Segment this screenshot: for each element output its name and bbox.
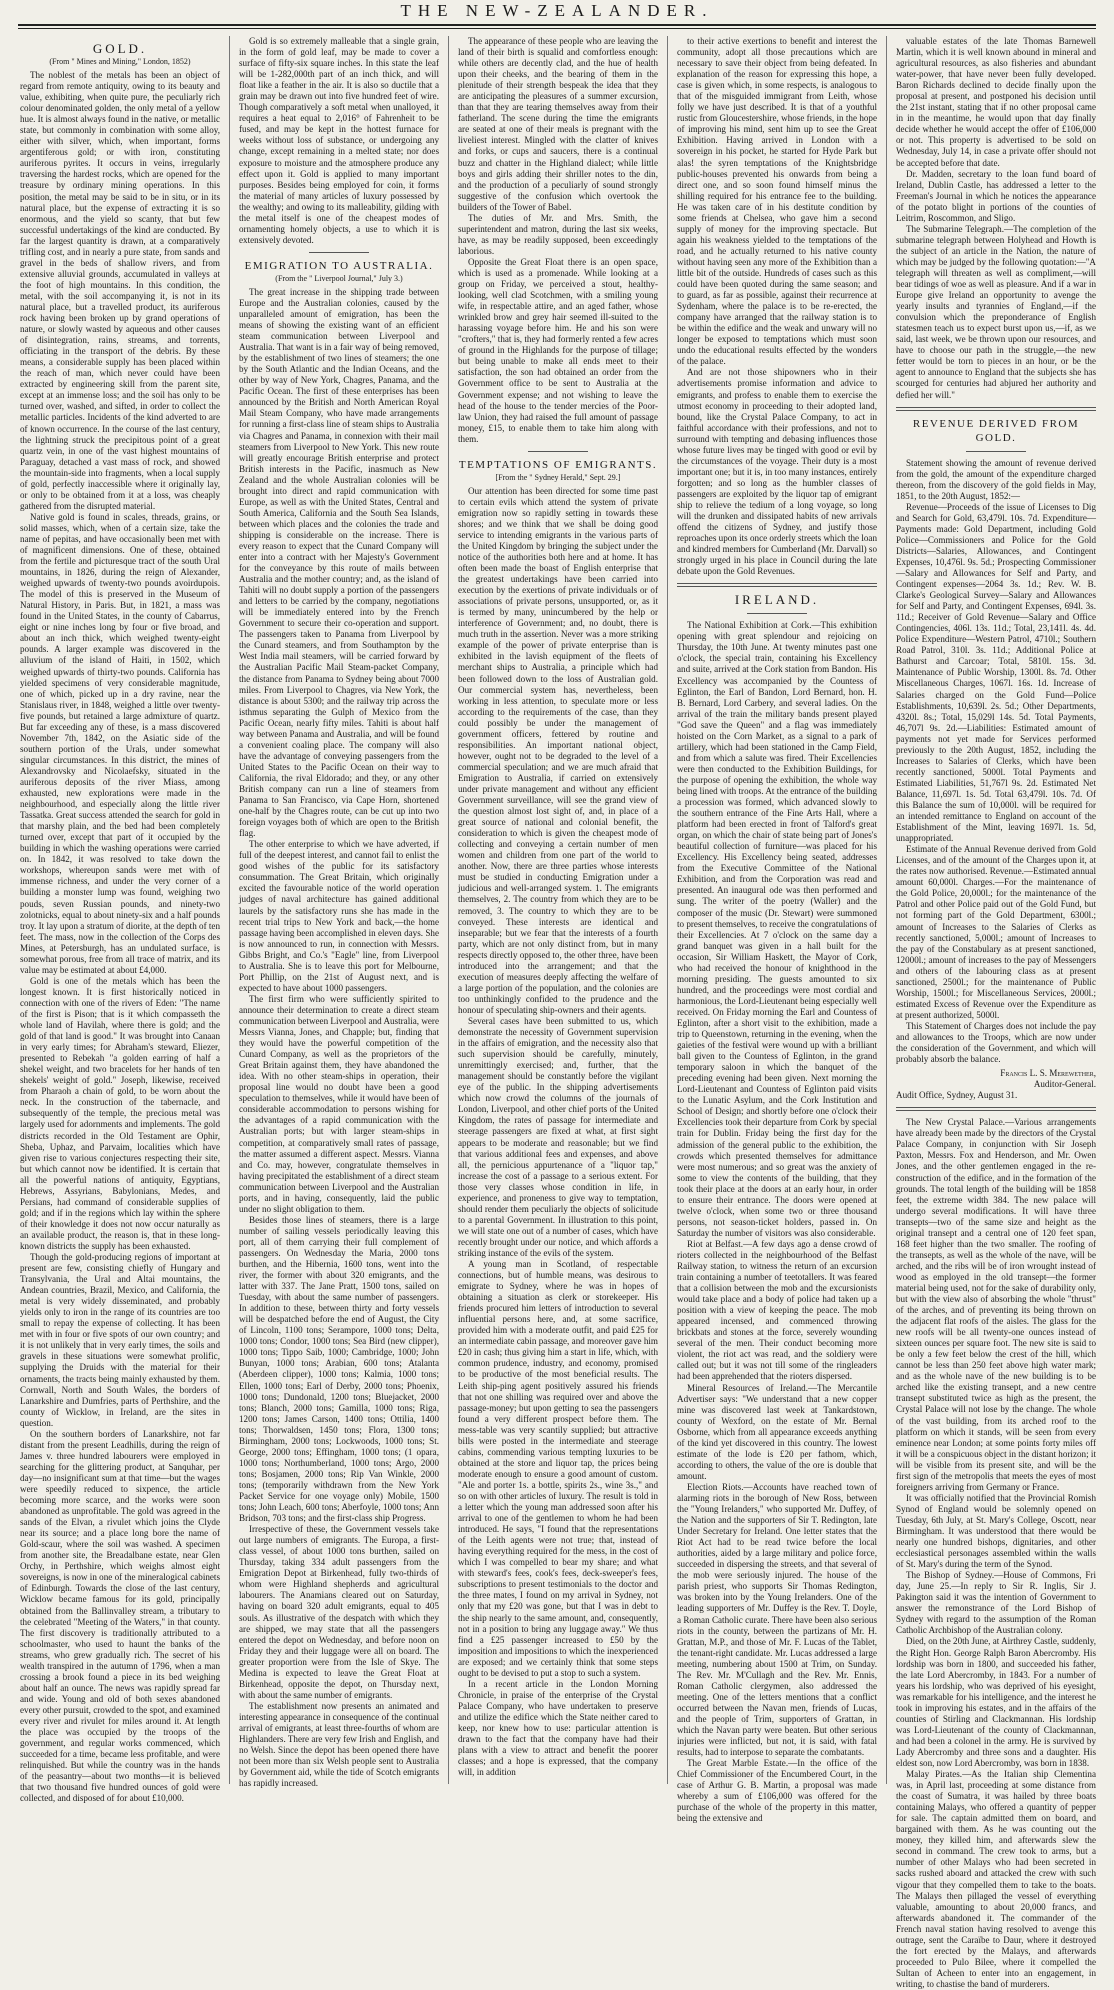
section-double-rule (896, 407, 1096, 411)
section-separator (528, 451, 588, 452)
article-heading-gold: GOLD. (92, 41, 148, 56)
paragraph: Mineral Resources of Ireland.—The Mercantile Advertiser says: "We understand that a new copper mine was discovered last week at Tankardstown, county of Wexford, on the estate of Mr. Bernal Osborne, which from all appearance exceeds anything of the kind yet discovered in this country. The lowest estimate of the lode is £20 per fathom, which, according to others, the value of the ore is double that amount. (677, 1382, 877, 1481)
paragraph: The establishment now presents an animated and interesting appearance in consequence of the continual arrival of emigrants, at least three-fourths of whom are Highlanders. There are very few Irish and English, and no Welsh. Since the depot has been opened there have not been more than six Welsh people sent to Australia by Government aid, while the tide of Scotch emigrants has rapidly increased. (239, 1700, 439, 1789)
column-5 (896, 36, 1096, 1989)
masthead-rule-thin (18, 28, 1096, 29)
paragraph: The first firm who were sufficiently spirited to announce their determination to create a direct steam communication between Liverpool and Australia, were Messrs Vianna, Jones, and Chapple; but, finding that they would have the powerful competition of the Cunard Company, as well as the proprietors of the Great Britain against them, they have abandoned the idea. With no other steam-ships in operation, their proposal line would no doubt have been a good speculation to themselves, while it would have been of considerable accommodation to persons wishing for the advantages of a rapid communication with the Australian ports; but with larger steam-ships in competition, at comparatively small rates of passage, the matter assumed a different aspect. Messrs. Vianna and Co. may, however, congratulate themselves in having precipitated the establishment of a direct steam communication between Liverpool and the Australian ports, and in having, consequently, laid the public under no slight obligation to them. (239, 993, 439, 1214)
column-3 (458, 36, 658, 1784)
paragraph: Statement showing the amount of revenue derived from the gold, the amount of the expenditure charged thereon, from the discovery of the gold fields in May, 1851, to the 20th August, 1852:— (896, 457, 1096, 501)
section-double-rule (896, 1107, 1096, 1111)
paragraph: valuable estates of the late Thomas Barnewell Martin, which it is well known abound in mineral and agricultural resources, as also fisheries and abundant water-power, that have never been fully developed. Baron Richards declined to decide finally upon the proposal at present, and postponed his decision until the 21st instant, stating that if no other proposal came in in the meantime, he would upon that day finally decide whether he would accept the offer of £106,000 or not. This property is advertised to be sold on Wednesday, July 14, in case a private offer should not be accepted before that date. (896, 36, 1096, 168)
paragraph: On the southern borders of Lanarkshire, not far distant from the present Leadhills, during the reign of James v. three hundred labourers were employed in searching for the glittering product, at Sanquhar, per day—no insignificant sum at that time—but the wages were speedily reduced to sixpence, the article becoming more scarce, and the works were soon abandoned as unprofitable. The gold was agreed in the sands of the Elvan, a rivulet which joins the Clyde near its source; and a place long bore the name of Gold-scaur, where the soil was washed. A specimen from another site, the Breadalbane estate, near Glen Orchy, in Perthshire, which weighs almost eight sovereigns, is now in one of the mineralogical cabinets of Edinburgh. Towards the close of the last century, Wicklow became famous for its gold, principally obtained from the Ballinvalley stream, a tributary to the celebrated "Meeting of the Waters," in that county. The first discovery is traditionally attributed to a schoolmaster, who used to haunt the banks of the streams, who grew gradually rich. The secret of his wealth transpired in the autumn of 1796, when a man crossing a brook found a piece in its bed weighing about half an ounce. The news was rapidly spread far and wide. Young and old of both sexes abandoned every other pursuit, crowded to the spot, and examined every river and rivulet for miles around it. At length the place was occupied by the troops of the government, and regular works commenced, which succeeded for a time, became less profitable, and were relinquished. But while the country was in the hands of the peasantry—about two months—it is believed that two thousand five hundred ounces of gold were collected, and disposed of for about £10,000. (20, 1428, 221, 1804)
column-1 (20, 36, 221, 1804)
paragraph: Dr. Madden, secretary to the loan fund board of Ireland, Dublin Castle, has addressed a letter to the Freeman's Journal in which he notices the appearance of the potato blight in portions of the counties of Leitrim, Roscommon, and Sligo. (896, 168, 1096, 223)
paragraph: The other enterprise to which we have adverted, if full of the deepest interest, and cannot fail to enlist the good wishes of the public for its satisfactory consummation. The Great Britain, which originally excited the favourable notice of the world operation judges of naval architecture has gained additional laurels by the satisfactory runs she has made in the recent trial trips to New York and back,—the home passage having been accomplished in eleven days. She is now announced to run, in connection with Messrs. Gibbs Bright, and Co.'s "Eagle" line, from Liverpool to Australia. She is to leave this port for Melbourne, Port Phillip, on the 21st of August next, and is expected to have about 1000 passengers. (239, 839, 439, 993)
paragraph: Opposite the Great Float there is an open space, which is used as a promenade. While looking at a group on Friday, we perceived a stout, healthy-looking, well clad Scotchmen, with a smiling young wife, in respectable attire, and an aged father, whose wrinkled brow and grey hair seemed ill-suited to the harassing voyage before him. He and his son were "crofters," that is, they had formerly rented a few acres of ground in the Highlands for the purpose of tillage; but being unable to make all ends meet to their satisfaction, the son had obtained an order from the Government office to be sent to Australia at the Government expense; and not wishing to leave the head of the house to the tender mercies of the Poor-law Union, they had raised the full amount of passage money, £15, to enable them to take him along with them. (458, 256, 658, 444)
paragraph: Though the gold-producing regions of important at present are few, consisting chiefly of Hungary and Transylvania, the Ural and Altai mountains, the Andean countries, Brazil, Mexico, and California, the metal is very widely disseminated, and probably yields only to iron in the range of its countries are too small to repay the expense of collecting. It has been met with in four or five spots of our own country; and it is not unlikely that in very early times, the soils and gravels in these situations were somewhat prolific, supplying the Druids with the material for their ornaments, the tracts being mainly exhausted by them. Cornwall, North and South Wales, the borders of Lanarkshire and Dumfries, parts of Perthshire, and the county of Wicklow, in Ireland, are the sites in question. (20, 1252, 220, 1428)
section-double-rule (677, 583, 877, 587)
column-rule (229, 36, 230, 1784)
paragraph: It was officially notified that the Provincial Romish Synod of England would be solemnly opened on Tuesday, 6th July, at St. Mary's College, Oscott, near Birmingham. It was understood that there would be nearly one hundred bishops, dignitaries, and other ecclesiastical personages assembled within the walls of St. Mary's during the term of the Synod. (896, 1492, 1096, 1570)
article-heading-revenue: REVENUE DERIVED FROM GOLD. (912, 417, 1080, 444)
signature: Francis L. S. Merewether, (1000, 1068, 1096, 1079)
paragraph: Estimate of the Annual Revenue derived from Gold Licenses, and of the amount of the Charges upon it, at the rates now authorised. Revenue.—Estimated annual amount 60,000l. Charges.—For the maintenance of the Gold Police, 20,000l.; for the maintenance of the Patrol and other Police paid out of the Gold Fund, but not forming part of the Gold Department, 6300l.; amount of Increases to the Salaries of Clerks as recently sanctioned, 5,000l.; amount of Increases to the pay of the Constabulary as at present sanctioned, 12000l.; amount of increases to the pay of Messengers and others of the labouring class as at present sanctioned, 2500l.; for the maintenance of Public Worship, 1500l.; for Miscellaneous Services, 2000l.; estimated Excess of Revenue over the Expenditure as at present authorized, 5000l. (896, 844, 1096, 1020)
paragraph: Riot at Belfast.—A few days ago a dense crowd of rioters collected in the neighbourhood of the Belfast Railway station, to witness the return of an excursion train containing a number of teetotallers. It was feared that a collision between the mob and the excursionists would take place and a body of police had taken up a position with a view of keeping the peace. The mob appeared incensed, and commenced throwing brickbats and stones at the force, severely wounding several of the men. Their conduct becoming more violent, the riot act was read, and the soldiery were called out; but it was not till some of the ringleaders had been apprehended that the rioters dispersed. (677, 1238, 877, 1382)
column-rule (448, 36, 449, 1784)
article-source: (From " Mines and Mining," London, 1852) (49, 57, 191, 66)
columns (20, 36, 1096, 1989)
column-2 (239, 36, 439, 1789)
masthead: THE NEW-ZEALANDER. (400, 1, 714, 20)
paragraph: Election Riots.—Accounts have reached town of alarming riots in the borough of New Ross, between the "Young Irelanders," who supported Mr. Duffey, of the Nation and the supporters of Sir T. Redington, late Under Secretary for Ireland. One letter states that the Riot Act had to be read twice before the local authorities, aided by a large military and police force, succeeded in dispersing the streets, and that several of the mob were seriously injured. The house of the parish priest, who supports Sir Thomas Redington, was broken into by the Young Irelanders. One of the leading supporters of Mr. Duffey is the Rev. T. Doyle, a Roman Catholic curate. There have been also serious riots in the county, between the partizans of Mr. H. Grattan, M.P., and those of Mr. F. Lucas of the Tablet, the tenant-right candidate. Mr. Lucas addressed a large meeting, numbering about 1500 at Trim, on Sunday. The Rev. Mr. M'Cullagh and the Rev. Mr. Ennis, Roman Catholic clergymen, also addressed the meeting. One of the letters mentions that a conflict occurred between the Navan men, friends of Lucas, and the people of Trim, supporters of Grattan, in which the Navan party were beaten. But other serious injuries were inflicted, but not, it is said, with fatal results, had to interpose to separate the combatants. (677, 1481, 877, 1758)
paragraph: to their active exertions to benefit and interest the community, adopt all those precautions which are necessary to save their object from being defeated. In explanation of the reason for expressing this hope, a case is given which, in some respects, is analogous to that of the misguided immigrant from Leith, whose folly we have just described. It is that of a youthful rustic from Gloucestershire, whose friends, in the hope of improving his mind, sent him up to see the Great Exhibition. Having arrived in London with a sovereign in his pocket, he started for Hyde Park but alas! the syren temptations of the Knightsbridge public-houses prevented his onwards from being a direct one, and so soon found himself minus the shilling required for his entrance fee to the building. He was taken care of in his destitute condition by some friends at Chelsea, who gave him a second supply of money for the improving spectacle. But again his weakness yielded to the temptations of the road, and he actually returned to his native county without having seen any more of the Exhibition than a little bit of the outside. Hundreds of cases such as this could have been quoted during the same season; and to guard, as far as possible, against their recurrence at Sydenham, where the palace is to be re-erected, the company have arranged that the railway station is to be within the edifice and the weak and unwary will no longer be exposed to temptations which must soon undo the educational results effected by the wonders of the palace. (677, 36, 877, 367)
paragraph: A young man in Scotland, of respectable connections, but of humble means, was desirous to emigrate to Sydney, where he was in hopes of obtaining a situation as clerk or storekeeper. His friends procured him letters of introduction to several influential persons here, and, at some sacrifice, provided him with a moderate outfit, and paid £25 for an intermediate cabin passage, and moreover gave him £20 in cash; thus giving him a start in life, which, with common prudence, industry, and economy, promised to be productive of the most beneficial results. The Leith ship-ping agent positively assured his friends that not one shilling was required over and above the passage-money; but upon getting to sea the passengers found a very different prospect before them. The mess-table was very scantily supplied; but attractive bills were posted in the intermediate and steerage cabins, commending various tempting luxuries to be obtained at the store and liquor tap, the prices being moderate enough to ensure a good amount of custom. "Ale and porter 1s. a bottle, spirits 2s., wine 3s.," and so on with other articles of luxury. The result is told in a letter which the young man addressed soon after his arrival to one of the gentlemen to whom he had been introduced. He says, "I found that the representations of the Leith agents were not true; that, instead of having everything required for the mess, in the cost of which I was compelled to bear my share; and what with steward's fees, cook's fees, deck-sweeper's fees, subscriptions to present testimonials to the doctor and the three mates, I found on my arrival in Sydney, not only that my £20 was gone, but that I was in debt to the ship nearly to the same amount, and, consequently, not in a position to bring any luggage away." We thus find a £25 passenger increased to £50 by the imposition and impositions to which the inexperienced are exposed; and we certainly think that some steps ought to be devised to put a stop to such a system. (458, 1259, 658, 1678)
article-heading-ireland: IRELAND. (734, 592, 820, 608)
paragraph: The noblest of the metals has been an object of regard from remote antiquity, owing to its beauty and value, exhibiting, when quite pure, the peculiarly rich colour denominated golden, the only metal of a yellow hue. It is almost always found in the native, or metallic state, but commonly in combination with some alloy, either with silver, which, when important, forms argentiferous gold; or with iron, constituting auriferous pyrites. It occurs in veins, irregularly traversing the hardest rocks, which are opened for the treasure by ordinary mining operations. In this position, the metal may be said to be in situ, or in its natural place, but the expense of extracting it is so enormous, and the yield so scanty, that but few successful undertakings of the kind are conducted. By far the largest quantity is drawn, at a comparatively trifling cost, and in nearly a pure state, from sands and gravel in the beds of shallow rivers, and from extensive alluvial grounds, accumulated in valleys at the foot of high mountains. In this condition, the metal, with the soil accompanying it, is not in its natural place, but a travelled product, its auriferous rock having been broken up by grand operations of nature, or slowly wasted by aqueous and other causes of disintegration, rains, streams, and torrents, officiating in the transport of the debris. By these means, a considerable supply has been placed within the reach of man, which never could have been extracted by engineering skill from the parent site, except at an immense loss; and the soil has only to be turned over, washed, and sifted, in order to collect the metallic particles. Incidents of the kind adverted to are of known occurrence. In the course of the last century, the lightning struck the precipitous point of a great quartz vein, in one of the vast highest mountains of Paraguay, detached a vast mass of rock, and showed the mountain-side into fragments, when a local supply of gold, perfectly inaccessible where it originally lay, or only to be obtained from it at a loss, was cheaply gathered from the disrupted material. (20, 70, 221, 511)
paragraph: Several cases have been submitted to us, which demonstrate the necessity of Government supervision in the affairs of emigration, and the necessity also that such supervision should be carefully, minutely, unremittingly exercised; and, further, that the management should be constantly before the vigilant eye of the public. In the shipping advertisements which now crowd the columns of the journals of London, Liverpool, and other chief ports of the United Kingdom, the rates of passage for intermediate and steerage passengers are fixed at what, at first sight appears to be moderate and reasonable; but we find that various additional fees and expenses, and above all, the pernicious appurtenance of a "liquor tap," increase the cost of a passage to a serious extent. For those very classes whose condition in life, in experience, and proneness to give way to temptation, should render them peculiarly the objects of solicitude to a parental Government. In illustration to this point, we will state one out of a number of cases, which have recently brought under our notice, and which affords a striking instance of the evils of the system. (458, 1015, 658, 1258)
paragraph: And are not those shipowners who in their advertisements promise information and advice to emigrants, and profess to enable them to exercise the utmost economy in proceeding to their adopted land, bound, like the Crystal Palace Company, to act in faithful accordance with their professions, and not to surround with tempting and debasing influences those whose future lives may be tinged with good or evil by the circumstances of the voyage. Their duty is a most important one; but it is, in too many instances, entirely forgotten; and so long as the humbler classes of passengers are exploited by the liquor tap of emigrant ship to relieve the tedium of a long voyage, so long will the drunken and dissipated habits of new arrivals offend the citizens of Sydney, and justify those reproaches upon its once orderly streets which the loan and kindred members for Cumberland (Mr. Darvall) so strongly urged in his place in Council during the late debate upon the Gold Revenues. (677, 367, 878, 577)
paragraph: Revenue—Proceeds of the issue of Licenses to Dig and Search for Gold, 63,479l. 10s. 7d. Expenditure—Payments made: Gold Department, including Gold Police—Commissioners and Police for the Gold Districts—Salaries, Allowances, and Contingent Expenses, 10,476l. 9s. 5d.; Prospecting Commissioner—Salary and Allowances for Self and Party, and Contingent expenses—2064 3s. 1d.; Rev. W. B. Clarke's Geological Survey—Salary and Allowances for Self and Party, and Contingent Expenses, 694l. 3s. 11d.; Receiver of Gold Revenue—Salary and Office Contingencies, 406l. 13s. 11d.; Total, 23,141l. 4s. 4d. Police Expenditure—Western Patrol, 4710l.; Southern Road Patrol, 310l. 3s. 11d.; Additional Police at Bathurst and Carcoar; Total, 5810l. 15s. 3d. Maintenance of Public Worship, 1300l. 8s. 7d. Other Miscellaneous Charges, 1067l. 16s. 1d. Increase of Salaries charged on the Gold Fund—Police Establishments, 10,639l. 2s. 5d.; Other Departments, 4320l. 8s.; Total, 15,029l 14s. 5d. Total Payments, 46,707l 9s. 2d.—Liabilities: Estimated amount of payments not yet made for Services performed previously to the 20th August, 1852, including the Increases to Salaries of Clerks, which have been recently sanctioned, 5000l. Total Payments and Estimated Liabilities, 51,767l 9s. 2d. Estimated Net Balance, 11,697l. 1s. 5d. Total 63,479l. 10s. 7d. Of this Balance the sum of 10,000l. will be required for an intended remittance to England on account of the Establishment of the Mint, leaving 1697l. 1s. 5d, unappropriated. (896, 501, 1096, 844)
paragraph: Our attention has been directed for some time past to certain evils which attend the system of private emigration now so rapidly setting in towards these shores; and we think that we shall be doing good service to intending emigrants in the various parts of the United Kingdom by bringing the subject under the notice of the authorities both here and at home. It has often been made the boast of English enterprise that the greatest undertakings have been carried into execution by the exertions of private individuals or of associations of private persons, unsupported, or, as it is termed by many, unincumbered by the help or interference of Government; and, no doubt, there is much truth in the assertion. Never was a more striking example of the power of private enterprise than is exhibited in the lavish equipment of the fleets of merchant ships to Australia, a principle which had been followed down to the loss of Australian gold. Our commercial system has, nevertheless, been working in less attention, to speculate more or less according to the requirements of the case, than they could possibly be under the management of government officers, fettered by routine and responsibilities. An important national object, however, ought not to be degraded to the level of a commercial speculation; and we are much afraid that Emigration to Australia, if carried on extensively under private management and without any efficient Government surveillance, will see the grand view of the question almost lost sight of, and, in place of a great source of national and colonial benefit, the consideration to which is given the cheapest mode of collecting and conveying a certain number of men women and children from one part of the world to another. Now, there are three parties whose interests must be studied in conducting Emigration under a judicious and well-arranged system. 1. The emigrants themselves, 2. The country from which they are to be removed, 3. The country to which they are to be conveyed. These interests are identical and inseparable; but we fear that the interests of a fourth party, which are not only distinct from, but in many respects directly opposed to, the other three, have been introduced into the arrangement; and that the execution of measures deeply affecting the welfare of a large portion of the population, and the colonies are too unthinkingly confided to the prudence and the honour of speculating ship-owners and their agents. (458, 485, 658, 1015)
paragraph: Besides those lines of steamers, there is a large number of sailing vessels periodically leaving this port, all of them carrying their full complement of passengers. On Wednesday the Maria, 2000 tons burthen, and the Hibernia, 1600 tons, went into the river, the former with about 320 emigrants, and the latter with 337. The Jane Pratt, 1500 tons, sailed on Tuesday, with about the same number of passengers. In addition to these, between thirty and forty vessels will be despatched before the end of August, the City of Lincoln, 1100 tons; Serampore, 1000 tons; Delta, 1000 tons; Condor, 1000 tons; Sea Bird (new clipper), 1000 tons; Tippo Saib, 1000; Cambridge, 1000; John Bunyan, 1000 tons; Arabian, 600 tons; Atalanta (Aberdeen clipper), 1000 tons; Kalmia, 1000 tons; Ellen, 1000 tons; Earl of Derby, 2000 tons; Phoenix, 1000 tons; Dundonald, 1200 tons; Bluejacket, 2000 tons; Blanch, 2000 tons; Gamilla, 1000 tons; Riga, 1200 tons; James Carson, 1400 tons; Ottilia, 1400 tons; Thorwaldsen, 1450 tons; Flora, 1300 tons; Birmingham, 2000 tons; Lockwoods, 1000 tons; St. George, 2000 tons; Effingham, 1000 tons; (1 opara, 1000 tons; Northumberland, 1000 tons; Argo, 2000 tons; Bosjamen, 2000 tons; Rip Van Winkle, 2000 tons; (temporarily withdrawn from the New York Packet Service for one voyage only) Mobile, 1500 tons; John Leach, 600 tons; Aberfoyle, 1000 tons; Ann Bridson, 703 tons; and the first-class ship Progress. (239, 1214, 439, 1524)
paragraph: Malay Pirates.—As the Italian ship Clementina was, in April last, proceeding at some distance from the coast of Sumatra, it was hailed by three boats containing Malays, who offered a quantity of pepper for sale. The captain admitted them on board, and bargained with them. As he was counting out the money, they killed him, and afterwards slew the second in command. The crew took to arms, but a number of other Malays who had been secreted in sacks rushed aboard and attacked the crew with such vigour that they compelled them to take to the boats. The Malays then pillaged the vessel of everything valuable, amounting to about 20,000 francs, and afterwards abandoned it. The commander of the French naval station having resolved to avenge this outrage, sent the Caraïbe to Daur, where it destroyed the fort erected by the Malays, and afterwards proceeded to Pulo Bilee, where it compelled the Sultan of Acheen to enter into an engagement, in writing, to chastise the band of murderers. (896, 1769, 1096, 1989)
signature-title: Auditor-General. (1033, 1079, 1096, 1090)
article-source: (From the " Liverpool Journal," July 3.) (275, 273, 403, 283)
article-heading-emigration: EMIGRATION TO AUSTRALIA. (244, 259, 434, 272)
paragraph: The Great Marble Estate.—In the office of the Chief Commissioner of the Encumbered Court, in the case of Arthur G. B. Martin, a proposal was made whereby a sum of £106,000 was offered for the purchase of the whole of the property in this matter, being the extensive and (677, 1758, 877, 1824)
masthead-rule (18, 24, 1096, 26)
paragraph: Native gold is found in scales, threads, grains, or solid masses, which, when of a certain size, take the name of pepitas, and have occasionally been met with of magnificent dimensions. One of these, obtained from the fertile and picturesque tract of the south Ural mountains, in 1826, during the reign of Alexander, weighed upwards of twenty-two pounds avoirdupois. The model of this is preserved in the Museum of Natural History, in Paris. But, in 1821, a mass was found in the United States, in the county of Cabarrus, eight or nine inches long by four or five broad, and about an inch thick, which weighed twenty-eight pounds. A larger example was discovered in the alluvium of the island of Haiti, in 1502, which weighed upwards of thirty-two pounds. California has yielded specimens of very considerable magnitude, one of which, picked up in a dry ravine, near the Stanislaus river, in 1848, weighed a little over twenty-five pounds, but retained a large admixture of quartz. But far exceeding any of these, is a mass discovered November 7th, 1842, on the Asiatic side of the southern portion of the Urals, under somewhat singular circumstances. In this district, the mines of Alexandrovsky and Nicolaefsky, situated in the auriferous deposits of the river Miass, among exhausted, new explorations were made in the neighbourhood, and especially along the little river Tassatka. Great success attended the search for gold in that marshy plain, and the bed had been completely turned over, except that part of it occupied by the building in which the washing operations were carried on. In 1842, it was resolved to take down the workshops, whereupon sands were met with of immense richness, and under the very corner of a building a monster lump was found, weighing two pouds, seven Russian pounds, and ninety-two zolotnicks, equal to about ninety-six and a half pounds troy. It lay upon a stratum of diorite, at the depth of ten feet. The mass, now in the collection of the Corps des Mines, at Petersburgh, has an undulated surface, is somewhat porous, free from all trace of matrix, and its value may be estimated at about £4,000. (20, 511, 220, 975)
article-heading-temptations: TEMPTATIONS OF EMIGRANTS. (458, 458, 658, 471)
article-source: [From the " Sydney Herald," Sept. 29.] (495, 472, 621, 482)
column-4 (677, 36, 878, 1824)
paragraph: This Statement of Charges does not include the pay and allowances to the Troops, which are now under the consideration of the Government, and which will probably absorb the balance. (896, 1020, 1096, 1065)
paragraph: Gold is so extremely malleable that a single grain, in the form of gold leaf, may be made to cover a surface of fifty-six square inches. In this state the leaf will be 1-282,000th part of an inch thick, and will float like a feather in the air. It is also so ductile that a grain may be drawn out into five hundred feet of wire. Though comparatively a soft metal when unalloyed, it requires a heat equal to 2,016° of Fahrenheit to be fused, and may be kept in the hottest furnace for weeks without loss of substance, or undergoing any change, except remaining in a melted state; nor does exposure to moisture and the atmosphere produce any effect upon it. Gold is applied to many important purposes. Besides being employed for coin, it forms the material of many articles of luxury possessed by the wealthy; and owing to its malleability, gilding with the metal itself is one of the cheapest modes of ornamenting homely objects, a use to which it is extensively devoted. (239, 36, 439, 245)
paragraph: The duties of Mr. and Mrs. Smith, the superintendent and matron, during the last six weeks, have, as may be readily supposed, been exceedingly laborious. (458, 212, 658, 256)
paragraph: The great increase in the shipping trade between Europe and the Australian colonies, caused by the unparalleled amount of emigration, has been the means of showing the existing want of an efficient steam communication between Liverpool and Australia. That want is in a fair way of being removed, by the establishment of two lines of steamers; the one by the South Atlantic and the Indian Oceans, and the other by way of New York, Chagres, Panama, and the Pacific Ocean. The first of these enterprises has been announced by the British and North American Royal Mail Steam Company, who have made arrangements for running a first-class line of steam ships to Australia via Chagres and Panama, in connexion with their mail steamers from Liverpool to New York. This new route will greatly encourage British enterprise and protect British interests in the Pacific, inasmuch as New Zealand and the whole Australian colonies will be brought into direct and rapid communication with Europe, as well as with the United States, Central and South America, California and the South Sea Islands, between which places and the colonies the trade and shipping is considerable on the increase. There is every reason to expect that the Cunard Company will enter into a contract with her Majesty's Government for the conveyance by this route of mails between Australia and the mother country; and, as the island of Tahiti will no doubt supply a portion of the passengers and letters to be carried by the company, negotiations will be immediately entered into by the French Government to secure their co-operation and support. The passengers taken to Panama from Liverpool by the Cunard steamers, and from Southampton by the West India mail steamers, will be carried forward by the Australian Pacific Mail Steam-packet Company, the distance from Panama to Sydney being about 7000 miles. From Liverpool to Chagres, via New York, the distance is about 5300; and the railway trip across the isthmus separating the Gulph of Mexico from the Pacific Ocean, nearly fifty miles. Tahiti is about half way between Panama and Australia, and will be found a convenient coaling place. The company will also have the advantage of conveying passengers from the United States to the Pacific Ocean on their way to California, the rival Eldorado; and they, or any other British company can run a line of steamers from Panama to San Francisco, via Cape Horn, shortened one-half by the Chagres route, can be cut up into two foreign voyages both of which are open to the British flag. (239, 286, 439, 839)
paragraph: The National Exhibition at Cork.—This exhibition opening with great splendour and rejoicing on Thursday, the 10th June. At twenty minutes past one o'clock, the special train, containing his Excellency and suite, arrived at the Cork station from Bandon. His Excellency was accompanied by the Countess of Eglinton, the Earl of Bandon, Lord Bernard, hon. H. B. Bernard, Lord Carbery, and several ladies. On the arrival of the train the military bands present played "God save the Queen" and a flag was immediately hoisted on the Corn Market, as a signal to a park of artillery, which had been stationed in the Camp Field, and from which a salute was fired. Their Excellencies were then conducted to the Exhibition Buildings, for the purpose of opening the exhibition, the whole way being lined with troops. At the entrance of the building a procession was formed, which advanced slowly to the southern entrance of the Fine Arts Hall, where a platform had been erected in front of Talford's great organ, on which the chair of state being part of Jones's beautiful collection of furniture—was placed for his Excellency. His Excellency being seated, addresses from the Executive Committee of the National Exhibition, and from the Corporation was read and presented. An inaugural ode was then performed and sung. The writer of the poetry (Waller) and the composer of the music (Dr. Stewart) were summoned to present themselves, to receive the congratulations of their Excellencies. At 7 o'clock on the same day a grand banquet was given in a hall built for the occasion, Sir William Haskett, the Mayor of Cork, who had received the honour of knighthood in the morning presiding. The guests amounted to six hundred, and the proceedings were most cordial and harmonious, the Lord-Lieutenant being especially well received. On Friday morning the Earl and Countess of Eglinton, after a short visit to the exhibition, made a trip to Queenstown, returning in the evening, when the gaieties of the festival were wound up with a brilliant ball given to the Countess of Eglinton, in the grand temporary saloon in which the banquet of the preceding evening had been given. Next morning the Lord-Lieutenant and Countess of Eglinton paid visits to the Lunatic Asylum, and the Cork Institution and School of Design; and shortly before one o'clock their Excellencies took their departure from Cork by special train for Dublin. Friday being the first day for the admission of the general public to the exhibition, the crowds which presented themselves for admittance were most numerous; and so great was the anxiety of some to view the contents of the building, that they took their place at the doors at an early hour, in order to ensure their entrance. The doors were opened at twelve o'clock, when some two or three thousand persons, not season-ticket holders, passed in. On Saturday the number of visitors was also considerable. (677, 620, 877, 1238)
section-separator (747, 613, 807, 614)
paragraph: The appearance of these people who are leaving the land of their birth is squalid and comfortless enough: while others are decently clad, and the hue of health upon their cheeks, and the bearing of them in the plenitude of their strength bespeak the idea that they are anticipating the pleasures of a summer excursion, than that they are tearing themselves away from their fatherland. The scene during the time the emigrants are seated at one of their meals is pregnant with the liveliest interest. Mingled with the clatter of knives and forks, or cups and saucers, there is a continual buzz and chatter in the Highland dialect; while little boys and girls adding their shriller notes to the din, and the production of a peculiarly of sound strongly suggestive of the confusion which overtook the builders of the Tower of Babel. (458, 36, 658, 212)
paragraph: Irrespective of these, the Government vessels take out large numbers of emigrants. The Europa, a first-class vessel, of about 1000 tons burthen, sailed on Thursday, taking 334 adult passengers from the Emigration Depot at Birkenhead, fully two-thirds of whom were Highland shepherds and agricultural labourers. The Anamians cleared out on Saturday, having on board 320 adult emigrants, equal to 405 souls. As illustrative of the despatch with which they are shipped, we may state that all the passengers entered the depot on Wednesday, and before noon on Friday they and their luggage were all on board. The greater proportion were from the Isle of Skye. The Medina is expected to leave the Great Float at Birkenhead, opposite the depot, on Thursday next, with about the same number of emigrants. (239, 1524, 439, 1700)
paragraph: The New Crystal Palace.—Various arrangements have already been made by the directors of the Crystal Palace Company, in conjunction with Sir Joseph Paxton, Messrs. Fox and Henderson, and Mr. Owen Jones, and the other gentlemen engaged in the re-construction of the edifice, and in the formation of the grounds. The total length of the building will be 1858 feet, the extreme width 384. The new palace will undergo several modifications. It will have three transepts—two of the same size and height as the original transept and a central one of 120 feet span, 168 feet higher than the two smaller. The roofing of the transepts, as well as the whole of the nave, will be arched, and the ribs will be of iron wrought instead of wood as employed in the old transept—the former material being used, not for the sake of durability only, but with the view also of absorbing the whole "thrust" of the arches, and of preventing its being thrown on the adjacent flat roofs of the aisles. The glass for the new roofs will be all twenty-one ounces instead of sixteen ounces per square foot. The new site is said to be only a few feet below the crest of the hill, which cannot be less than 250 feet above high water mark; and as the whole nave of the new building is to be arched like the existing transept, and a new centre transept substituted twice as high as the present, the Crystal Palace will not lose by the change. The whole of the vast building, from its arched roof to the platform on which it stands, will be seen from every eminence near London; at some points forty miles off it will be a conspicuous object in the distant horizon; it will be visible from its present site, and will be the first sign of the metropolis that meets the eyes of most foreigners arriving from Germany or France. (896, 1117, 1096, 1492)
column-rule (667, 36, 668, 1784)
section-separator (309, 252, 369, 253)
paragraph: In a recent article in the London Morning Chronicle, in praise of the enterprise of the Crystal Palace Company, who have undertaken to preserve and utilize the edifice which the State neither cared to keep, nor knew how to use: particular attention is drawn to the fact that the company have had their plans with a view to attract and benefit the poorer classes; and a hope is expressed, that the company will, in addition (458, 1678, 658, 1778)
paragraph: The Bishop of Sydney.—House of Commons, Fri day, June 25.—In reply to Sir R. Inglis, Sir J. Pakington said it was the intention of Government to answer the remonstrance of the Lord Bishop of Sydney with regard to the assumption of the Roman Catholic Archbishop of the Australian colony. (896, 1570, 1096, 1636)
column-rule (886, 36, 887, 1784)
paragraph: Died, on the 20th June, at Airthrey Castle, suddenly, the Right Hon. George Ralph Baron Abercromby. His lordship was born in 1800, and succeeded his father, the late Lord Abercromby, in 1843. For a number of years his lordship, who was deprived of his eyesight, was remarkable for his intelligence, and the interest he took in improving his estates, and in the affairs of the counties of Stirling and Clackmannan. His lordship was Lord-Lieutenant of the county of Clackmannan, and had been a colonel in the army. He is survived by Lady Abercromby and three sons and a daughter. His eldest son, now Lord Abercromby, was born in 1838. (896, 1636, 1096, 1768)
date-line: Audit Office, Sydney, August 31. (896, 1090, 1018, 1101)
paragraph: The Submarine Telegraph.—The completion of the submarine telegraph between Holyhead and Howth is the subject of an article in the Nation, the nature of which may be judged by the following quotation:—"A telegraph will threaten as well as compliment,—will bear tidings of woe as well as pleasure. And if a war in Europe give Ireland an opportunity to avenge the yearly insults and tyrannies of England,—if the convulsion which the preponderance of English statesmen teach us to expect burst upon us,—if, as we said, last week, we be thrown upon our resources, and have to choose our path in the struggle,—the new fetter would be torn to pieces in an hour, or be the agent to announce to England that the subjects she has scourged for centuries had abjured her authority and defied her will." (896, 223, 1096, 400)
paragraph: Gold is one of the metals which has been the longest known. It is first historically noticed in connection with one of the rivers of Eden: "The name of the first is Pison; that is it which compasseth the whole land of Havilah, where there is gold; and the gold of that land is good." It was brought into Canaan in very early times; for Abraham's steward, Eliezer, presented to Rebekah "a golden earring of half a shekel weight, and two bracelets for her hands of ten shekels' weight of gold." Joseph, likewise, received from Pharaoh a chain of gold, to be worn about the neck. In the construction of the tabernacle, and subsequently of the temple, the precious metal was largely used for adornments and implements. The gold districts recorded in the Old Testament are Ophir, Sheba, Uphaz, and Parvaim, localities which have given rise to various conjectures respecting their site, but which cannot now be identified. It is certain that all the powerful nations of antiquity, Egyptians, Hebrews, Assyrians, Babylonians, Medes, and Persians, had command of considerable supplies of gold; and if in the regions which lay within the sphere of their knowledge it does not now occur naturally as an available product, the reason is, that in these long-known districts the supply has been exhausted. (20, 975, 220, 1251)
section-separator (966, 451, 1026, 452)
